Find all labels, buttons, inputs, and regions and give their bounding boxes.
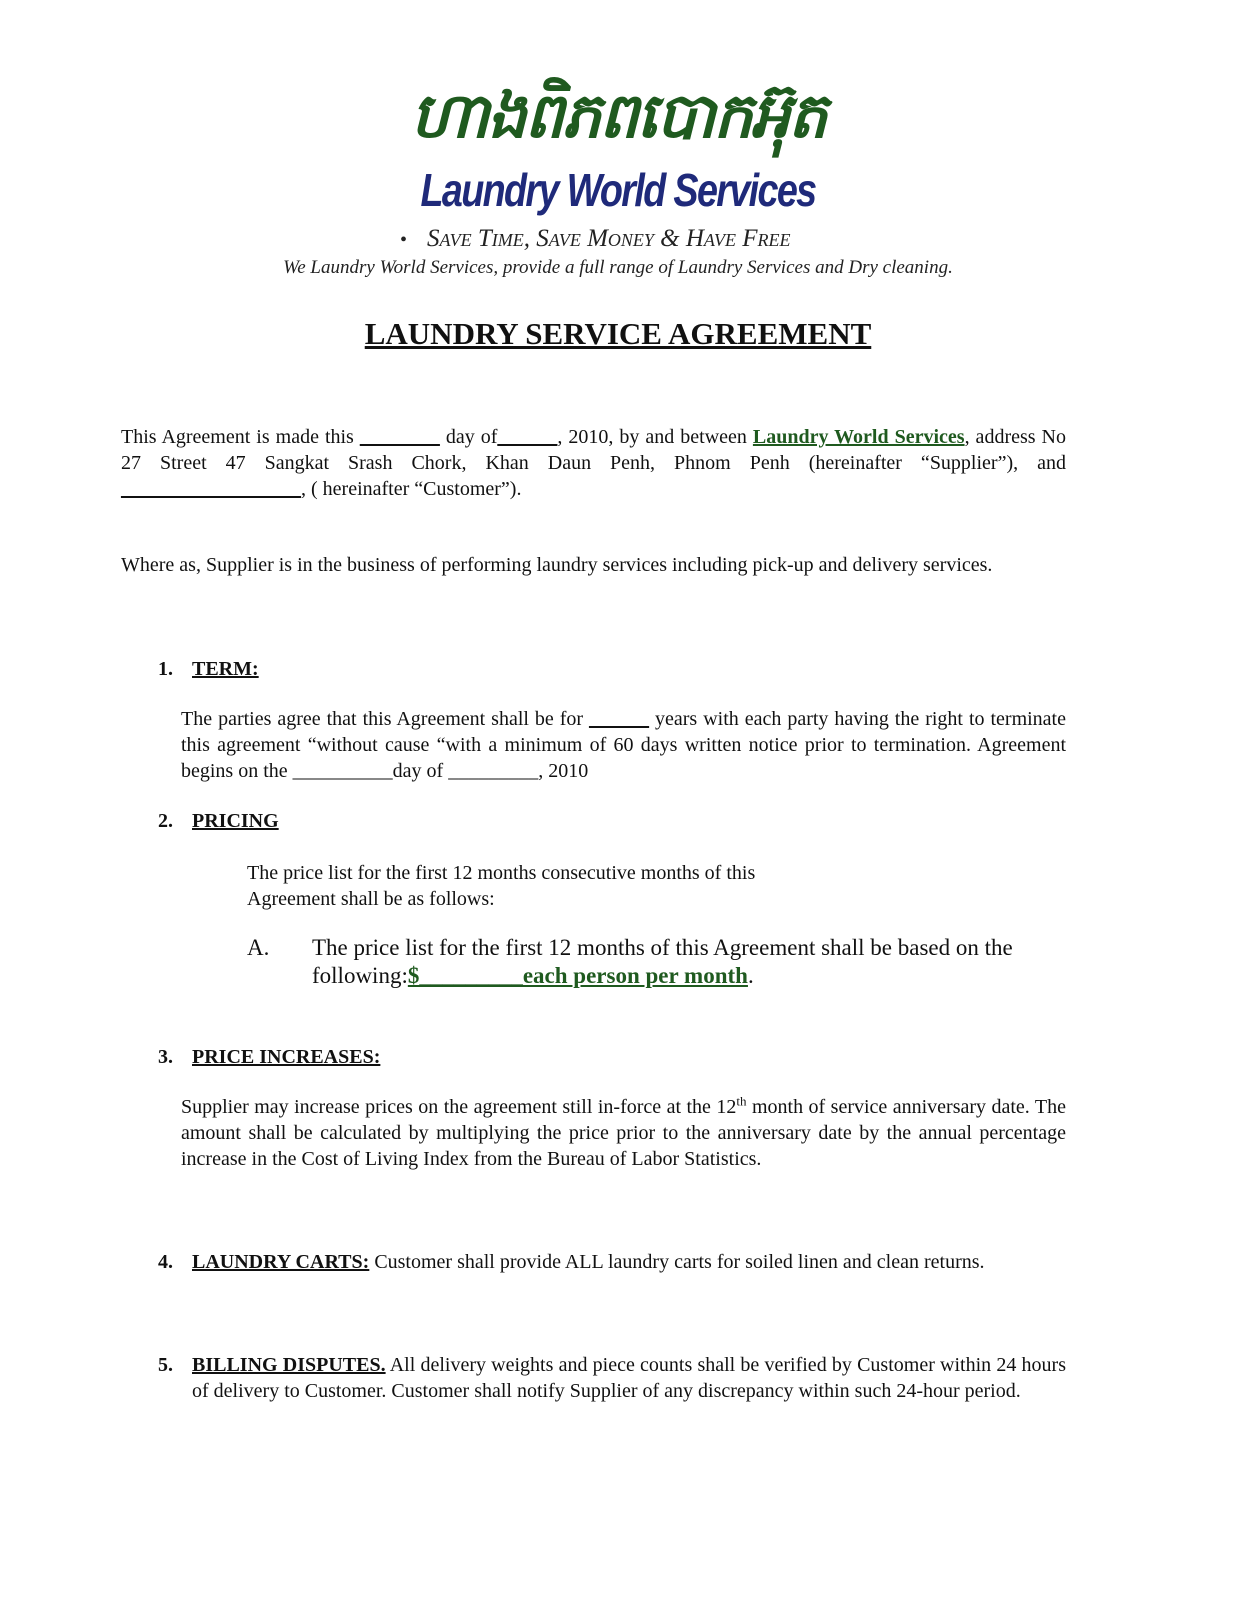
customer-name-blank: __________________: [121, 478, 301, 500]
section-2-item-label: A.: [247, 935, 270, 960]
whereas-paragraph: Where as, Supplier is in the business of performing laundry services including pick-up and delivery services.: [121, 554, 993, 576]
section-3-heading: PRICE INCREASES:: [192, 1046, 381, 1068]
date-month-blank: ______: [497, 426, 558, 448]
section-4-body: LAUNDRY CARTS: Customer shall provide ALL laundry carts for soiled linen and clean returns.: [192, 1251, 985, 1273]
section-4-number: 4.: [158, 1251, 173, 1273]
start-month-blank: _________: [448, 760, 539, 782]
bullet-icon: •: [400, 229, 408, 251]
section-5-heading: BILLING DISPUTES.: [192, 1354, 386, 1376]
document-title: LAUNDRY SERVICE AGREEMENT: [364, 316, 872, 351]
section-4-heading: LAUNDRY CARTS:: [192, 1251, 370, 1273]
date-day-blank: ________: [359, 426, 440, 448]
section-5-body: BILLING DISPUTES. All delivery weights and piece counts shall be verified by Customer within 24 hours of delivery to Customer. Customer shall notify Supplier of any discrepancy within such 24-hour period.: [192, 1354, 1066, 1402]
start-day-blank: __________: [292, 760, 393, 782]
term-years-blank: ______: [589, 708, 650, 730]
section-5-number: 5.: [158, 1354, 173, 1376]
khmer-logo: ហាងពិភពបោកអ៊ុត: [410, 79, 826, 152]
company-name: Laundry World Services: [752, 426, 965, 448]
section-2-item-text: The price list for the first 12 months of this Agreement shall be based on the following:$_________each person per month.: [312, 935, 1013, 988]
section-2-heading: PRICING: [192, 810, 279, 832]
section-3-number: 3.: [158, 1046, 173, 1068]
section-2-number: 2.: [158, 810, 173, 832]
slogan-text: Save Time, Save Money & Have Free: [427, 225, 791, 252]
brand-logo: Laundry World Services: [420, 164, 816, 216]
section-3-body: Supplier may increase prices on the agreement still in-force at the 12th month of service anniversary date. The amount shall be calculated by multiplying the price prior to the anniversary date by the annual percentage increase in the Cost of Living Index from the Bureau of Labor Statistics.: [181, 1093, 1066, 1170]
section-2-body: The price list for the first 12 months consecutive months of this Agreement shall be as follows:: [247, 862, 756, 910]
section-1-body: The parties agree that this Agreement shall be for ______ years with each party having the right to terminate this agreement “without cause “with a minimum of 60 days written notice prior to termination. Agreement begins on the __________day of _________, 2010: [181, 708, 1066, 782]
section-1-heading: TERM:: [192, 658, 259, 680]
opening-paragraph: This Agreement is made this ________ day of______, 2010, by and between Laundry World Services, address No 27 Street 47 Sangkat Srash Chork, Khan Daun Penh, Phnom Penh (hereinafter “Supplier”), and __________________, ( hereinafter “Customer”).: [121, 426, 1066, 500]
intro-line: We Laundry World Services, provide a full range of Laundry Services and Dry cleaning.: [283, 257, 953, 278]
slogan: [400, 224, 791, 254]
price-per-person: $_________each person per month: [407, 963, 748, 988]
section-1-number: 1.: [158, 658, 173, 680]
